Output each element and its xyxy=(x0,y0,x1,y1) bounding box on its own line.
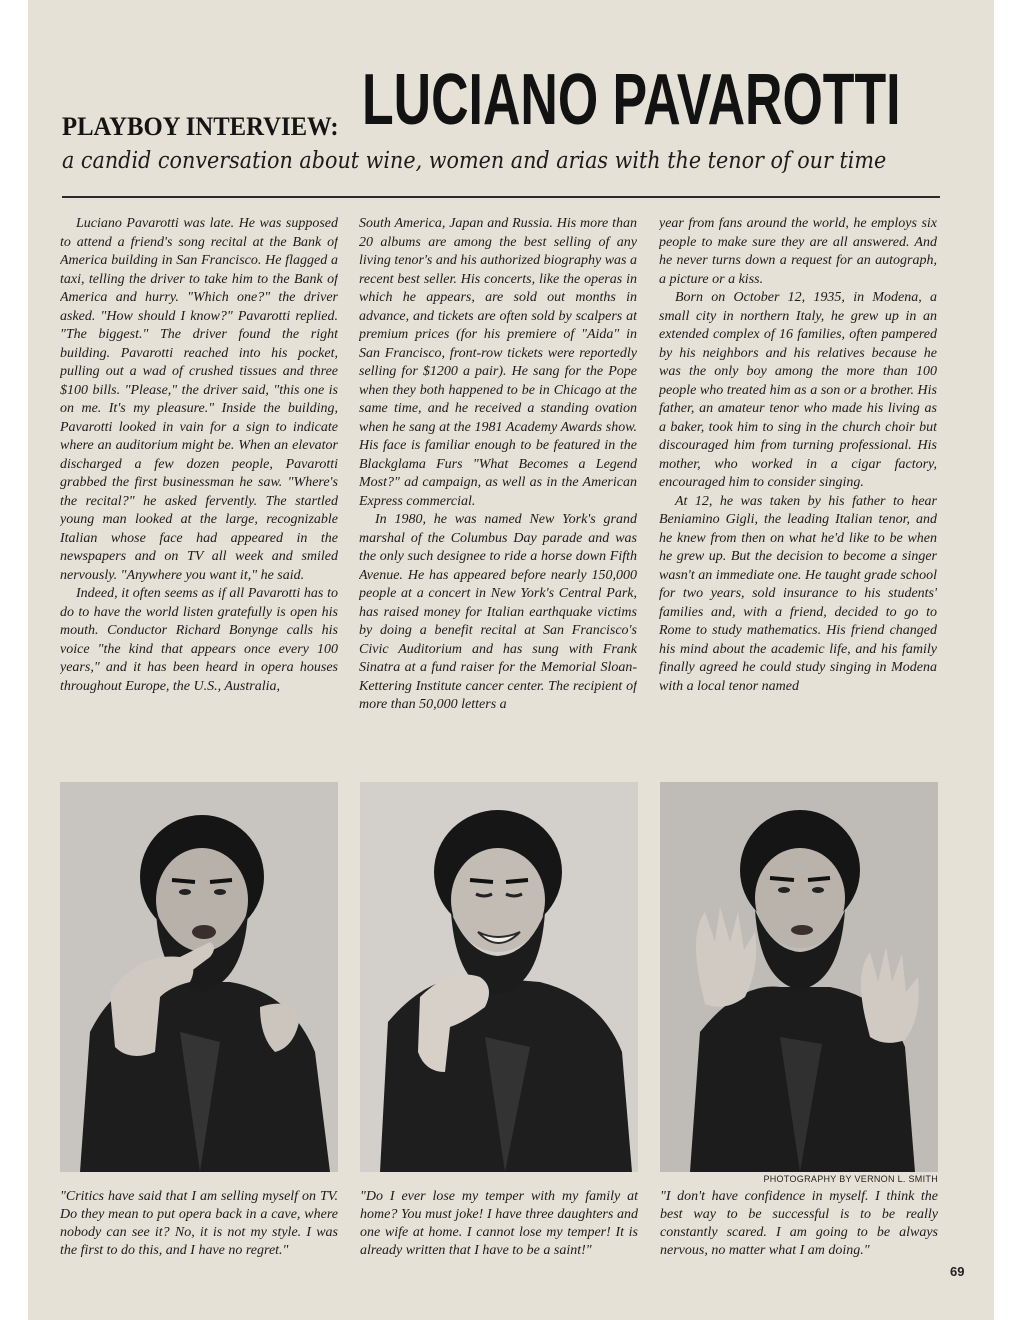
paragraph: Born on October 12, 1935, in Modena, a small city in northern Italy, he grew up in an extended complex of 16 families, often pampered by his neighbors and his relatives because he was the only boy among the more than 100 people who treated him as a son or a brother. His father, an amateur tenor who made his living as a baker, took him to sing in the church choir but discouraged him from turning professional. His mother, who worked in a cigar factory, encouraged him to consider singing. xyxy=(659,290,937,490)
photo-caption-3: "I don't have confidence in myself. I think the best way to be successful is to be really constantly scared. I am going to be always nervous, no matter what I am doing." xyxy=(660,1189,938,1258)
interview-kicker: PLAYBOY INTERVIEW: xyxy=(62,112,339,141)
paragraph: In 1980, he was named New York's grand marshal of the Columbus Day parade and was the only such designee to ride a horse down Fifth Avenue. He has appeared before nearly 150,000 people at a concert in New York's Central Park, has raised money for Italian earthquake victims by doing a benefit recital at San Francisco's Civic Auditorium and has sung with Frank Sinatra at a fund raiser for the Memorial Sloan-Kettering Institute cancer center. The recipient of more than 50,000 letters a xyxy=(359,512,637,712)
article-header xyxy=(62,52,942,152)
interview-subject-name: LUCIANO PAVAROTTI xyxy=(362,60,901,140)
portrait-photo-1 xyxy=(60,782,338,1172)
paragraph: At 12, he was taken by his father to hear Beniamino Gigli, the leading Italian tenor, and he knew from then on what he'd like to be when he grew up. But the decision to become a singer wasn't an immediate one. He taught grade school for two years, sold insurance to his students' families and, with a friend, decided to go to Rome to study mathematics. His friend changed his mind about the academic life, and his family finally agreed he could study singing in Modena with a local tenor named xyxy=(659,493,937,694)
paragraph: Indeed, it often seems as if all Pavarotti has to do to have the world listen gratefully is open his mouth. Conductor Richard Bonynge calls his voice "the kind that appears once every 100 years," and it has been heard in opera houses throughout Europe, the U.S., Australia, xyxy=(60,586,338,694)
article-subtitle: a candid conversation about wine, women and arias with the tenor of our time xyxy=(62,148,887,174)
paragraph: Luciano Pavarotti was late. He was supposed to attend a friend's song recital at the Bank of America building in San Francisco. He flagged a taxi, telling the driver to take him to the Bank of America and hurry. "Which one?" the driver asked. "How should I know?" Pavarotti replied. "The biggest." The driver found the right building. Pavarotti reached into his pocket, pulling out a wad of crushed tissues and three $100 bills. "Please," the driver said, "this one is on me. It's my pleasure." Inside the building, Pavarotti looked in vain for a sign to indicate where an auditorium might be. When an elevator discharged a few dozen people, Pavarotti grabbed the first businessman he saw. "Where's the recital?" he asked fervently. The startled young man looked at the large, recognizable Italian whose face had appeared in the newspapers and on TV all week and smiled nervously. "Anywhere you want it," he said. xyxy=(60,216,338,583)
photo-credit: PHOTOGRAPHY BY VERNON L. SMITH xyxy=(763,1174,938,1184)
page-number: 69 xyxy=(950,1264,965,1279)
photo-caption-1: "Critics have said that I am selling myself on TV. Do they mean to put opera back in a cave, where nobody can see it? No, it is not my style. I was the first to do this, and I have no regret." xyxy=(60,1189,338,1258)
text-column-3 xyxy=(659,215,937,763)
text-column-1 xyxy=(60,215,338,763)
paragraph: South America, Japan and Russia. His more than 20 albums are among the best selling of any living tenor's and his authorized biography was a recent best seller. His concerts, like the operas in which he appears, are sold out months in advance, and tickets are often sold by scalpers at premium prices (for his premiere of "Aida" in San Francisco, front-row tickets were reportedly selling for $1200 a pair). He sang for the Pope when they both happened to be in Chicago at the same time, and he received a standing ovation when he sang at the 1981 Academy Awards show. His face is familiar enough to be featured in the Blackglama Furs "What Becomes a Legend Most?" ad campaign, as well as in the American Express commercial. xyxy=(359,216,637,509)
text-column-2 xyxy=(359,215,637,763)
portrait-photo-2 xyxy=(360,782,638,1172)
header-rule xyxy=(62,196,940,198)
photo-caption-2: "Do I ever lose my temper with my family at home? You must joke! I have three daughters and one wife at home. I cannot lose my temper! It is already written that I have to be a saint!" xyxy=(360,1189,638,1258)
paragraph: year from fans around the world, he employs six people to make sure they are all answered. And he never turns down a request for an autograph, a picture or a kiss. xyxy=(659,216,937,287)
portrait-photo-3 xyxy=(660,782,938,1172)
